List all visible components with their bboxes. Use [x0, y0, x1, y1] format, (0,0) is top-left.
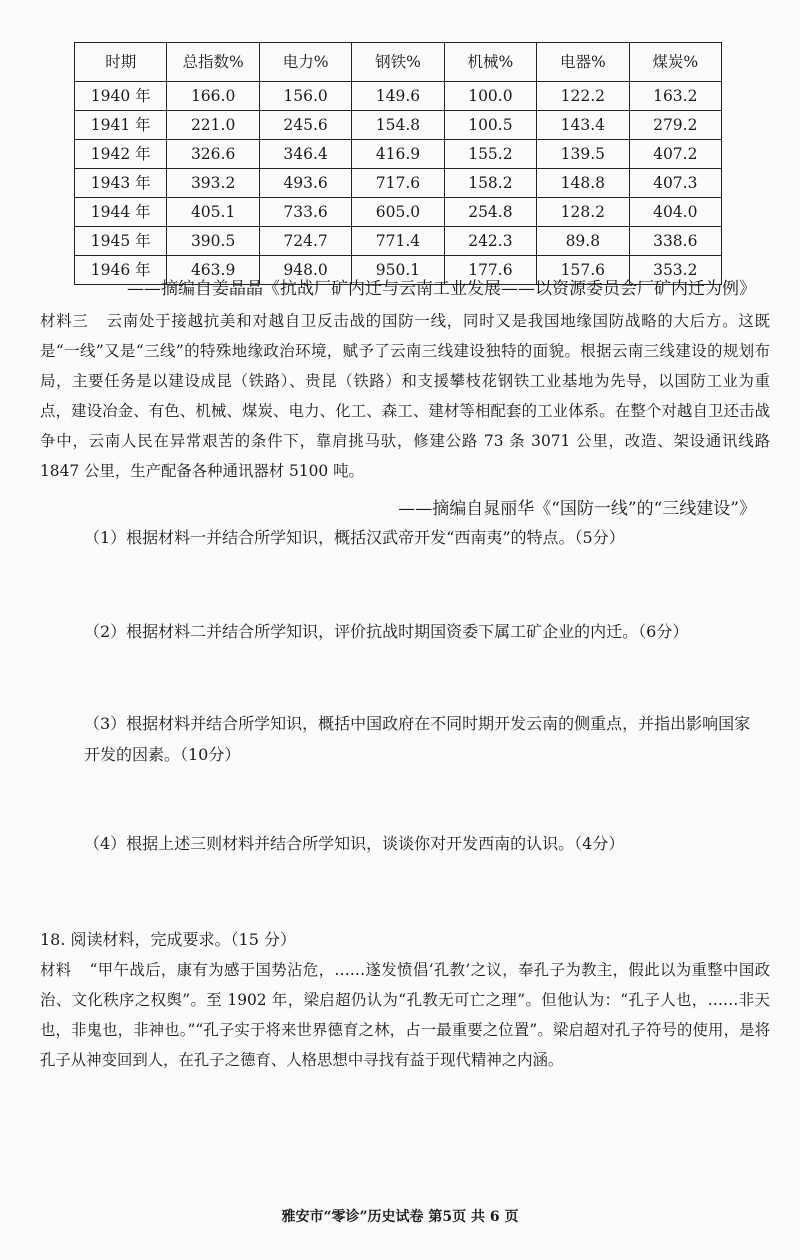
material3-label: 材料三 [40, 312, 89, 330]
table-cell: 407.2 [629, 140, 721, 169]
question-4: （4）根据上述三则材料并结合所学知识，谈谈你对开发西南的认识。（4分） [84, 834, 625, 853]
page-footer: 雅安市“零诊”历史试卷 第5页 共 6 页 [281, 1209, 519, 1225]
table-cell: 148.8 [537, 169, 629, 198]
table-cell: 326.6 [167, 140, 259, 169]
material3-text: 云南处于接越抗美和对越自卫反击战的国防一线，同时又是我国地缘国防战略的大后方。这既是“一线”又是“三线”的特殊地缘政治环境，赋予了云南三线建设独特的面貌。根据云南三线建设的规划布局，主要任务是以建设成昆（铁路）、贵昆（铁路）和支援攀枝花钢铁工业基地为先导，以国防工业为重点，建设冶金、有色、机械、煤炭、电力、化工、森工、建材等相配套的工业体系。在整个对越自卫还击战争中，云南人民在异常艰苦的条件下，靠肩挑马驮，修建公路 73 条 3071 公里，改造、架设通讯线路 1847 公里，生产配备各种通讯器材 5100 吨。 [40, 312, 770, 480]
table-cell: 177.6 [444, 256, 536, 285]
table-cell: 89.8 [537, 227, 629, 256]
header-steel: 钢铁% [352, 43, 444, 82]
table-cell: 158.2 [444, 169, 536, 198]
table-cell: 221.0 [167, 111, 259, 140]
header-power: 电力% [259, 43, 351, 82]
table-cell: 166.0 [167, 82, 259, 111]
header-coal: 煤炭% [629, 43, 721, 82]
table-row [75, 227, 722, 256]
table-cell: 463.9 [167, 256, 259, 285]
table-cell: 242.3 [444, 227, 536, 256]
table-cell: 346.4 [259, 140, 351, 169]
table-cell: 245.6 [259, 111, 351, 140]
header-period: 时期 [75, 43, 167, 82]
question-18-material-text: “甲午战后，康有为感于国势沾危，……遂发愤倡‘孔教’之议，奉孔子为教主，假此以为重整中国政治、文化秩序之权舆”。至 1902 年，梁启超仍认为“孔教无可亡之理”。但他认为：“孔子人也，……非天也，非鬼也，非神也。”“孔子实于将来世界德育之林，占一最重要之位置”。梁启超对孔子符号的使用，是将孔子从神变回到人，在孔子之德育、人格思想中寻找有益于现代精神之内涵。 [40, 961, 770, 1069]
material3-paragraph [40, 306, 770, 486]
table-cell: 1946 年 [75, 256, 167, 285]
table-cell: 1945 年 [75, 227, 167, 256]
table-cell: 353.2 [629, 256, 721, 285]
table-row [75, 111, 722, 140]
question-18-material [40, 955, 770, 1075]
table-cell: 338.6 [629, 227, 721, 256]
header-electrical: 电器% [537, 43, 629, 82]
header-total-index: 总指数% [167, 43, 259, 82]
table-row [75, 140, 722, 169]
question-18-heading: 18. 阅读材料，完成要求。（15 分） [40, 930, 296, 949]
table-cell: 100.0 [444, 82, 536, 111]
table-cell: 1944 年 [75, 198, 167, 227]
table-cell: 717.6 [352, 169, 444, 198]
table-cell: 254.8 [444, 198, 536, 227]
header-machinery: 机械% [444, 43, 536, 82]
industry-index-table-wrap [74, 42, 722, 285]
table-cell: 1941 年 [75, 111, 167, 140]
table-cell: 733.6 [259, 198, 351, 227]
table-cell: 771.4 [352, 227, 444, 256]
table-cell: 416.9 [352, 140, 444, 169]
table-cell: 157.6 [537, 256, 629, 285]
table-cell: 122.2 [537, 82, 629, 111]
table-cell: 950.1 [352, 256, 444, 285]
table-cell: 163.2 [629, 82, 721, 111]
table-cell: 128.2 [537, 198, 629, 227]
industry-index-table [74, 42, 722, 285]
table-cell: 493.6 [259, 169, 351, 198]
table-cell: 948.0 [259, 256, 351, 285]
table-cell: 390.5 [167, 227, 259, 256]
question-2: （2）根据材料二并结合所学知识，评价抗战时期国资委下属工矿企业的内迁。（6分） [84, 622, 689, 641]
table-cell: 143.4 [537, 111, 629, 140]
table-cell: 155.2 [444, 140, 536, 169]
table-cell: 154.8 [352, 111, 444, 140]
material2-source: ——摘编自姜晶晶《抗战厂矿内迁与云南工业发展——以资源委员会厂矿内迁为例》 [127, 279, 756, 299]
table-row [75, 169, 722, 198]
table-header-row [75, 43, 722, 82]
question-18-material-label: 材料 [40, 961, 72, 979]
table-cell: 404.0 [629, 198, 721, 227]
table-cell: 393.2 [167, 169, 259, 198]
material3-source: ——摘编自晁丽华《“国防一线”的“三线建设”》 [398, 499, 756, 519]
question-3: （3）根据材料并结合所学知识，概括中国政府在不同时期开发云南的侧重点，并指出影响国家开发的因素。（10分） [84, 714, 751, 764]
table-cell: 1940 年 [75, 82, 167, 111]
table-cell: 605.0 [352, 198, 444, 227]
table-cell: 1943 年 [75, 169, 167, 198]
question-1: （1）根据材料一并结合所学知识，概括汉武帝开发“西南夷”的特点。（5分） [84, 528, 625, 547]
table-cell: 149.6 [352, 82, 444, 111]
table-row [75, 82, 722, 111]
table-cell: 724.7 [259, 227, 351, 256]
table-cell: 139.5 [537, 140, 629, 169]
table-cell: 405.1 [167, 198, 259, 227]
table-cell: 279.2 [629, 111, 721, 140]
table-cell: 100.5 [444, 111, 536, 140]
table-cell: 407.3 [629, 169, 721, 198]
table-row [75, 198, 722, 227]
table-cell: 156.0 [259, 82, 351, 111]
table-cell: 1942 年 [75, 140, 167, 169]
